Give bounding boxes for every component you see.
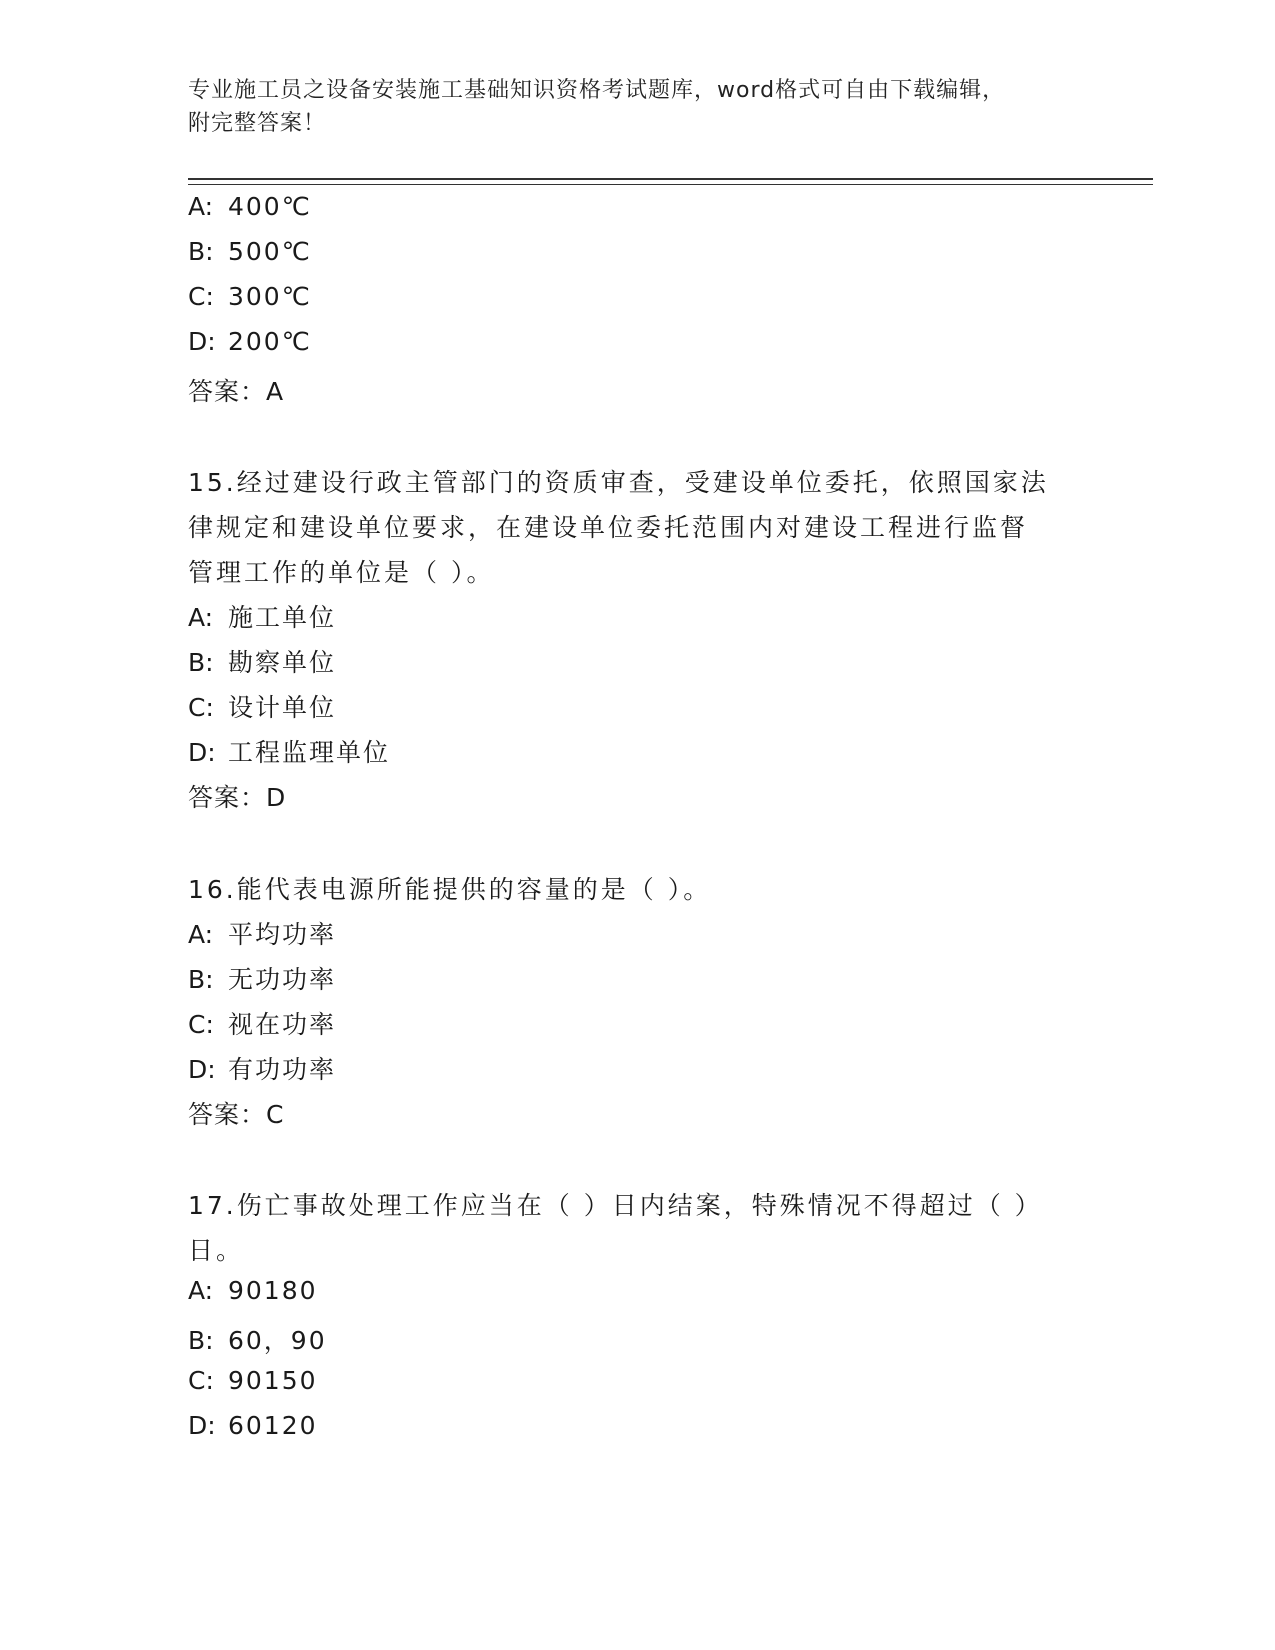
option-label: D: xyxy=(188,327,216,356)
option-text: 施工单位 xyxy=(228,603,337,632)
option-text: 设计单位 xyxy=(228,693,337,722)
q17-stem-line-1: 17.伤亡事故处理工作应当在（ ）日内结案，特殊情况不得超过（ ） xyxy=(188,1191,1043,1220)
q16-option-b xyxy=(188,960,336,996)
q17-stem-line-2: 日。 xyxy=(188,1236,245,1265)
q17-option-a xyxy=(188,1276,318,1305)
q17-option-d xyxy=(188,1411,318,1440)
option-label: A: xyxy=(188,192,214,221)
option-text: 90150 xyxy=(228,1366,318,1395)
header-divider xyxy=(188,178,1153,185)
option-label: A: xyxy=(188,1276,214,1305)
option-label: A: xyxy=(188,920,214,949)
q15-option-c xyxy=(188,688,336,724)
option-label: B: xyxy=(188,1326,214,1355)
option-text: 有功功率 xyxy=(228,1055,337,1084)
q17-option-c xyxy=(188,1366,318,1395)
q15-stem-line-1: 15.经过建设行政主管部门的资质审查，受建设单位委托，依照国家法 xyxy=(188,468,1049,497)
q15-stem-line-2: 律规定和建设单位要求，在建设单位委托范围内对建设工程进行监督 xyxy=(188,513,1029,542)
q16-option-c xyxy=(188,1005,336,1041)
q15-option-b xyxy=(188,643,336,679)
option-text: 200℃ xyxy=(228,327,312,356)
option-text: 60120 xyxy=(228,1411,318,1440)
document-header xyxy=(188,74,1088,140)
q14-option-c xyxy=(188,282,312,311)
option-label: D: xyxy=(188,1411,216,1440)
q14-option-b xyxy=(188,237,312,266)
q15-option-d xyxy=(188,733,390,769)
q16-option-a xyxy=(188,915,336,951)
q16-stem-line-1: 16.能代表电源所能提供的容量的是（ ）。 xyxy=(188,875,712,904)
option-text: 工程监理单位 xyxy=(228,738,391,767)
option-label: B: xyxy=(188,237,214,266)
option-text: 60，90 xyxy=(228,1326,327,1355)
option-text: 视在功率 xyxy=(228,1010,337,1039)
option-text: 90180 xyxy=(228,1276,318,1305)
q15-option-a xyxy=(188,598,336,634)
option-text: 无功功率 xyxy=(228,965,337,994)
option-label: A: xyxy=(188,603,214,632)
option-text: 300℃ xyxy=(228,282,312,311)
option-label: C: xyxy=(188,693,214,722)
header-line-1: 专业施工员之设备安装施工基础知识资格考试题库，word格式可自由下载编辑， xyxy=(188,78,1006,103)
q16-option-d xyxy=(188,1050,336,1086)
q14-answer: 答案：A xyxy=(188,377,285,406)
option-text: 500℃ xyxy=(228,237,312,266)
option-label: C: xyxy=(188,282,214,311)
header-line-2: 附完整答案！ xyxy=(188,111,327,136)
q14-option-a xyxy=(188,192,312,221)
option-text: 400℃ xyxy=(228,192,312,221)
option-label: D: xyxy=(188,1055,216,1084)
q16-answer: 答案：C xyxy=(188,1100,285,1129)
option-text: 平均功率 xyxy=(228,920,337,949)
option-label: D: xyxy=(188,738,216,767)
option-label: B: xyxy=(188,965,214,994)
q14-option-d xyxy=(188,327,312,356)
q17-option-b xyxy=(188,1321,327,1357)
q15-stem-line-3: 管理工作的单位是（ ）。 xyxy=(188,558,495,587)
option-label: B: xyxy=(188,648,214,677)
option-text: 勘察单位 xyxy=(228,648,337,677)
option-label: C: xyxy=(188,1366,214,1395)
option-label: C: xyxy=(188,1010,214,1039)
q15-answer: 答案：D xyxy=(188,783,287,812)
